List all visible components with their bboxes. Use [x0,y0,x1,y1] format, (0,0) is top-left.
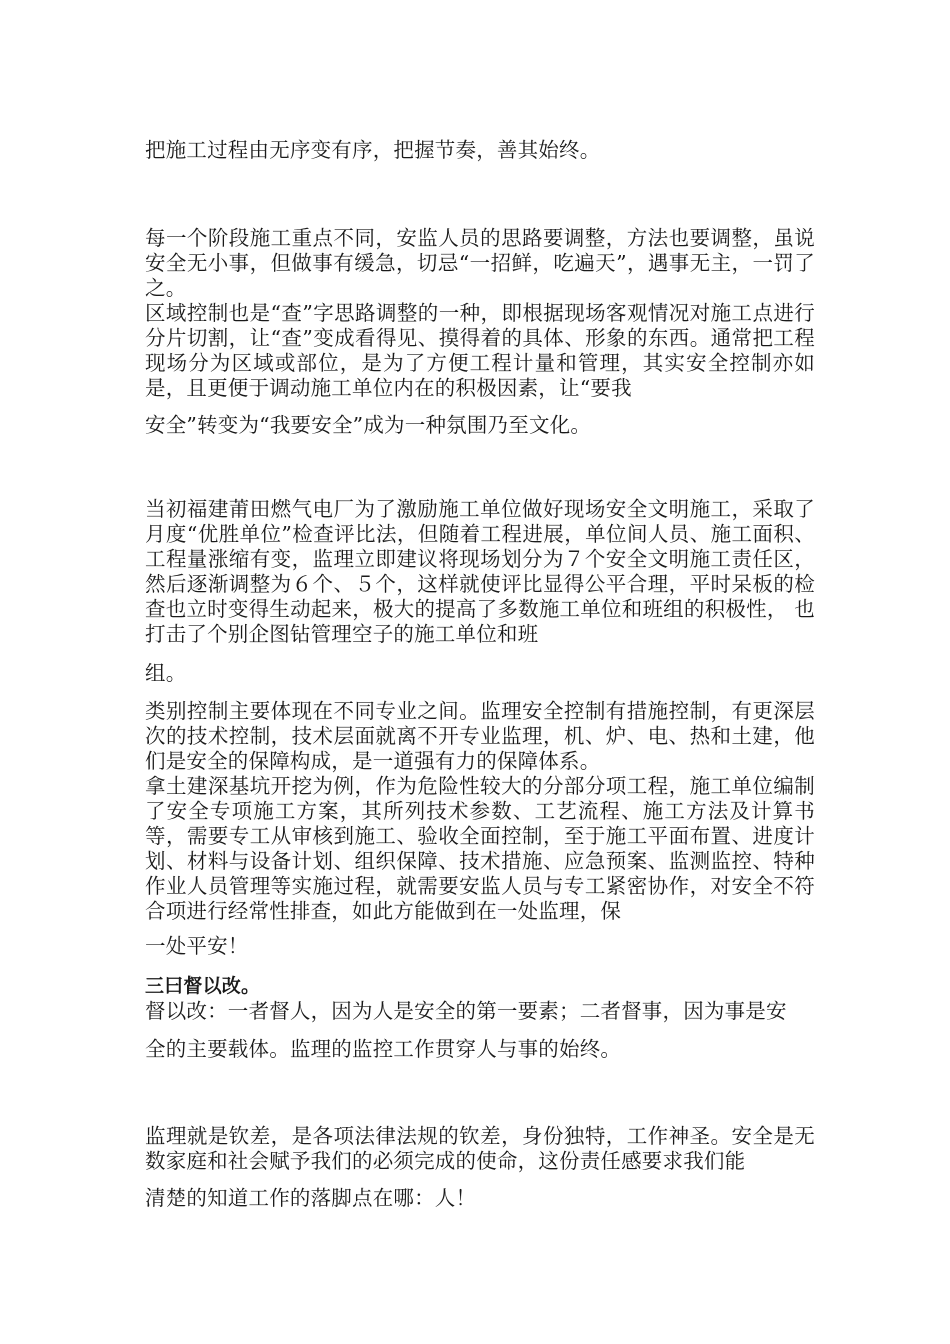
section-heading-supervise: 三曰督以改。 [145,975,261,997]
paragraph-supervise-carrier: 全的主要载体。监理的监控工作贯穿人与事的始终。 [145,1037,622,1061]
paragraph-excavation-example: 拿土建深基坑开挖为例，作为危险性较大的分部分项工程，施工单位编制了安全专项施工方案，其所列技术参数、工艺流程、施工方法及计算书等，需要专工从审核到施工、验收全面控制，至于施工平面布置、进度计划、材料与设备计划、组织保障、技术措施、应急预案、监测监控、特种作业人员管理等实施过程，就需要安监人员与专工紧密协作，对安全不符合项进行经常性排查，如此方能做到在一处监理，保 [145,774,815,923]
paragraph-area-control: 区域控制也是“查”字思路调整的一种，即根据现场客观情况对施工点进行分片切割，让“查”变成看得见、摸得着的具体、形象的东西。通常把工程现场分为区域或部位，是为了方便工程计量和管理，其实安全控制亦如是，且更便于调动施工单位内在的积极因素，让“要我 [145,301,815,400]
paragraph-envoy: 监理就是钦差，是各项法律法规的钦差，身份独特，工作神圣。安全是无数家庭和社会赋予我们的必须完成的使命，这份责任感要求我们能 [145,1124,815,1173]
paragraph-safety-culture: 安全”转变为“我要安全”成为一种氛围乃至文化。 [145,413,592,437]
paragraph-category-control: 类别控制主要体现在不同专业之间。监理安全控制有措施控制，有更深层次的技术控制，技术层面就离不开专业监理，机、炉、电、热和土建，他们是安全的保障构成，是一道强有力的保障体系。 [145,699,815,773]
paragraph-team-end: 组。 [145,661,187,685]
paragraph-intro: 把施工过程由无序变有序，把握节奏，善其始终。 [145,138,601,162]
paragraph-putian-case: 当初福建莆田燃气电厂为了激励施工单位做好现场安全文明施工，采取了月度“优胜单位”检查评比法，但随着工程进展，单位间人员、施工面积、工程量涨缩有变，监理立即建议将现场划分为７个安全文明施工责任区，然后逐渐调整为６个、５个，这样就使评比显得公平合理，平时呆板的检查也立时变得生动起来，极大的提高了多数施工单位和班组的积极性， 也打击了个别企图钻管理空子的施工单位和班 [145,497,815,646]
paragraph-stage-focus: 每一个阶段施工重点不同，安监人员的思路要调整，方法也要调整，虽说安全无小事，但做事有缓急，切忌“一招鲜，吃遍天”，遇事无主，一罚了之。 [145,226,815,300]
paragraph-conclusion: 清楚的知道工作的落脚点在哪：人！ [145,1186,477,1210]
paragraph-supervise-people: 督以改：一者督人，因为人是安全的第一要素；二者督事，因为事是安 [145,999,787,1023]
paragraph-safe-everywhere: 一处平安！ [145,934,249,958]
